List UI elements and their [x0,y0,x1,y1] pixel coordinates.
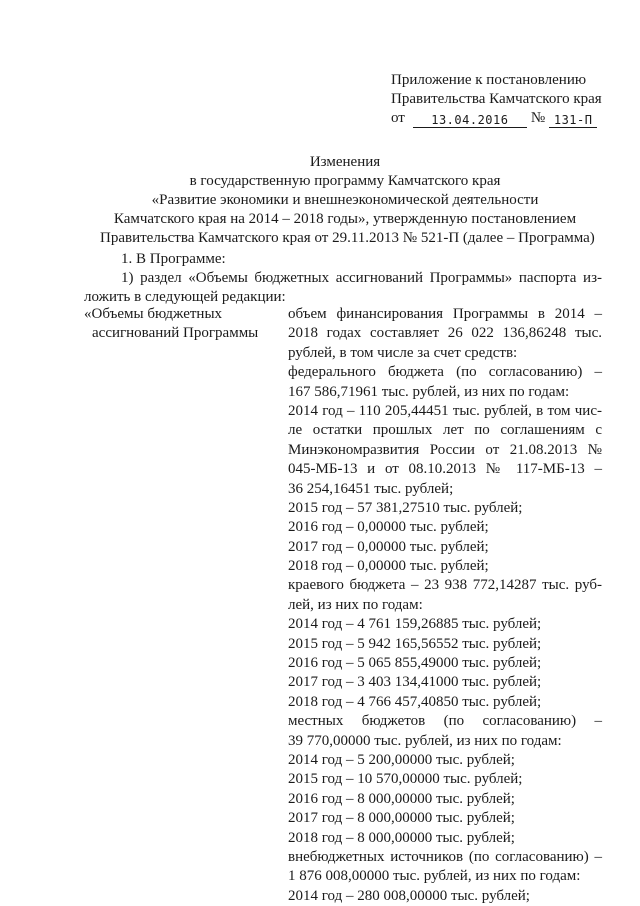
approval-line-2: Правительства Камчатского края [391,91,602,107]
intro-item-1-1 [84,269,602,307]
title-heading: Изменения [309,154,381,170]
item-1-1-line-1: 1) раздел «Объемы бюджетных ассигнований Программы» паспорта из- [121,270,602,286]
funding-line: 2015 год – 10 570,00000 тыс. рублей; [288,771,523,788]
funding-line: 39 770,00000 тыс. рублей, из них по годам: [288,732,562,749]
resolution-date: 13.04.2016 [413,113,527,128]
funding-line: 2018 годах составляет 26 022 136,86248 тыс. [288,325,602,342]
funding-line: 2014 год – 110 205,44451 тыс. рублей, в том чис- [288,402,602,419]
funding-line: 2015 год – 5 942 165,56552 тыс. рублей; [288,635,542,652]
title-line-5: Правительства Камчатского края от 29.11.2013 № 521-П (далее – Программа) [100,230,595,246]
funding-line: 36 254,16451 тыс. рублей; [288,480,454,497]
funding-line: краевого бюджета – 23 938 772,14287 тыс. руб- [288,577,602,594]
approval-line-1: Приложение к постановлению [391,72,587,88]
funding-line: 167 586,71961 тыс. рублей, из них по годам: [288,383,570,400]
funding-line: 2017 год – 8 000,00000 тыс. рублей; [288,810,515,827]
funding-line: рублей, в том числе за счет средств: [288,344,518,361]
funding-line: 2014 год – 5 200,00000 тыс. рублей; [288,751,515,768]
intro-item-1 [84,250,602,269]
title-line-4: Камчатского края на 2014 – 2018 годы», утвержденную постановлением [113,211,577,227]
funding-line: 2014 год – 280 008,00000 тыс. рублей; [288,887,530,904]
table-right-column [288,305,602,906]
funding-line: внебюджетных источников (по согласованию) – [288,848,602,865]
funding-line: 2018 год – 4 766 457,40850 тыс. рублей; [288,693,542,710]
table-left-column [84,305,274,343]
item-1-1-line-2: ложить в следующей редакции: [84,289,286,305]
funding-line: местных бюджетов (по согласованию) – [288,713,602,730]
funding-line: Минэкономразвития России от 21.08.2013 № [288,441,602,458]
number-label: № [530,110,546,126]
funding-line: объем финансирования Программы в 2014 – [288,306,602,322]
funding-line: 2016 год – 5 065 855,49000 тыс. рублей; [288,655,542,672]
left-label-line-2: ассигнований Программы [92,325,259,341]
funding-line: 2017 год – 0,00000 тыс. рублей; [288,538,489,555]
funding-line: 2016 год – 8 000,00000 тыс. рублей; [288,790,515,807]
funding-line: федерального бюджета (по согласованию) – [288,364,602,381]
resolution-number: 131-П [549,113,597,128]
funding-line: 045-МБ-13 и от 08.10.2013 № 117-МБ-13 – [288,461,602,478]
title-line-3: «Развитие экономики и внешнеэкономической деятельности [151,192,539,208]
item-1-text: 1. В Программе: [121,251,226,267]
document-title [100,153,595,248]
funding-line: 1 876 008,00000 тыс. рублей, из них по годам: [288,868,581,885]
approval-date-row [391,109,606,128]
funding-line: 2017 год – 3 403 134,41000 тыс. рублей; [288,674,542,691]
left-label-line-1: «Объемы бюджетных [84,306,223,322]
funding-line: 2014 год – 4 761 159,26885 тыс. рублей; [288,616,542,633]
approval-block [391,71,606,128]
funding-line: 2018 год – 8 000,00000 тыс. рублей; [288,829,515,846]
title-line-2: в государственную программу Камчатского края [189,173,501,189]
funding-line: 2018 год – 0,00000 тыс. рублей; [288,558,489,575]
funding-line: ле остатки прошлых лет по соглашениям с [288,422,602,439]
funding-line: лей, из них по годам: [288,596,423,613]
funding-line: 2016 год – 0,00000 тыс. рублей; [288,519,489,536]
funding-line: 2015 год – 57 381,27510 тыс. рублей; [288,499,523,516]
from-label: от [391,110,405,126]
